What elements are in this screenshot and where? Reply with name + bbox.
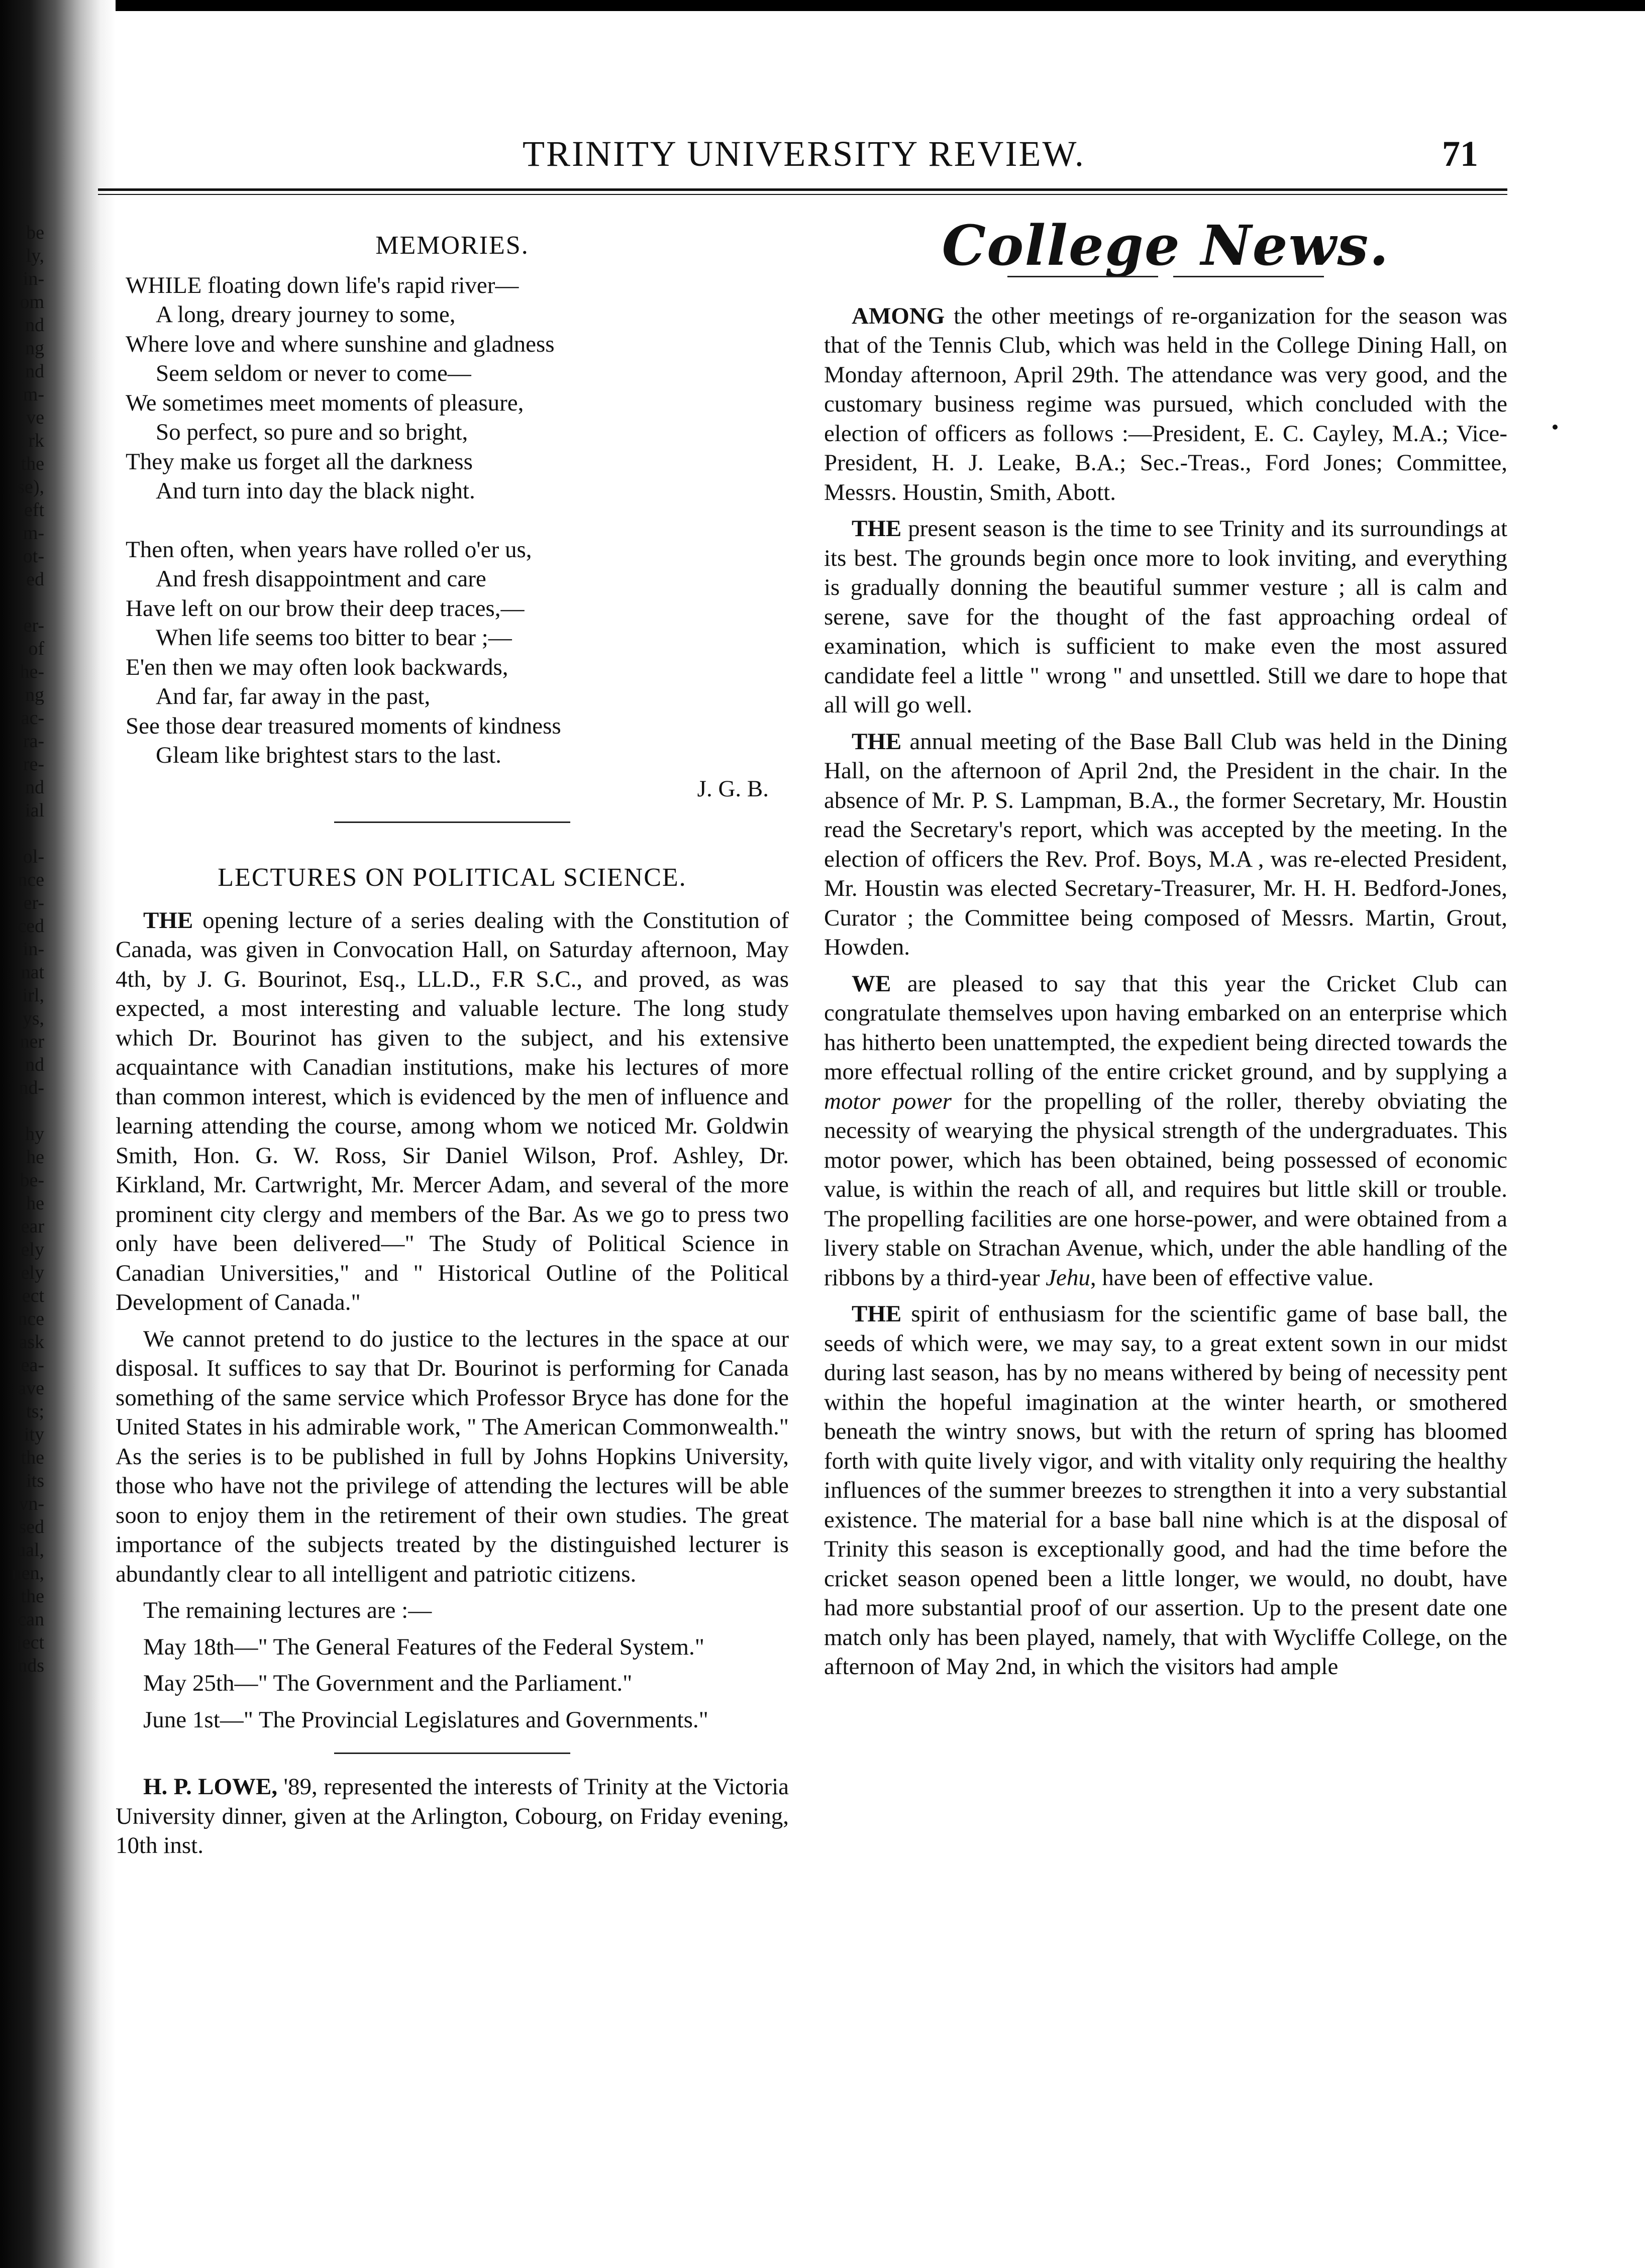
edge-fragment: ask: [19, 1331, 44, 1353]
italic-phrase: Jehu: [1046, 1264, 1090, 1291]
edge-fragment: ual,: [16, 1539, 44, 1561]
edge-fragment: [4, 1099, 44, 1122]
paragraph-text: present season is the time to see Trinity and its surroundings at its best. The grounds begin once more to look inviting, and everything is gradually donning the beautiful summer vesture ; all is calm and serene, save for the thought of the fast approaching ordeal of examination, which is sufficient to make even the most assured candidate feel a little " wrong " and unsettled. Still we dare to hope that all will go well.: [824, 516, 1507, 718]
section-divider: [334, 1752, 570, 1754]
section-divider: [334, 821, 570, 823]
poem-line: We sometimes meet moments of pleasure,: [126, 389, 524, 416]
edge-fragment: he: [26, 1193, 44, 1214]
lead-word: THE: [852, 1301, 902, 1327]
lecture-item: June 1st—" The Provincial Legislatures and Governments.": [143, 1706, 708, 1733]
poem: [126, 271, 789, 770]
lead-word: THE: [852, 728, 902, 755]
poem-line: And fresh disappointment and care: [156, 566, 486, 592]
lowe-paragraph: [116, 1772, 789, 1861]
edge-fragment: the: [21, 1586, 44, 1607]
news-paragraph-2: [824, 514, 1507, 720]
page-number: 71: [1442, 134, 1478, 174]
edge-fragment: ave: [18, 1378, 44, 1399]
edge-fragment: hy: [25, 1123, 44, 1145]
edge-fragment: ner: [20, 1031, 44, 1052]
edge-fragment: eft: [24, 499, 44, 521]
lead-word: H. P. LOWE,: [143, 1774, 278, 1800]
edge-fragment: ely: [21, 1239, 44, 1260]
news-paragraph-4: [824, 969, 1507, 1293]
edge-fragment: ly,: [26, 245, 44, 266]
edge-fragment: nds: [18, 1655, 44, 1676]
edge-fragment: nd: [25, 1054, 44, 1075]
edge-fragment: its: [26, 1470, 44, 1491]
poem-line: A long, dreary journey to some,: [156, 301, 456, 328]
edge-fragment: se),: [17, 476, 44, 497]
poem-line: When life seems too bitter to bear ;—: [156, 625, 512, 651]
poem-line: See those dear treasured moments of kindness: [126, 712, 561, 739]
edge-fragment: in-: [23, 939, 44, 960]
college-news-heading: College News.: [942, 213, 1390, 278]
poem-line: Then often, when years have rolled o'er us,: [126, 536, 532, 563]
edge-fragment: nen,: [12, 1563, 44, 1584]
edge-fragment: be: [26, 222, 44, 243]
poem-line: They make us forget all the darkness: [126, 448, 473, 475]
poem-line: WHILE floating down life's rapid river—: [126, 272, 519, 298]
edge-fragment: ys,: [22, 1008, 44, 1029]
edge-fragment: ced: [18, 915, 44, 937]
lead-word: THE: [143, 907, 193, 934]
edge-fragment: nat: [21, 962, 44, 983]
poem-author: J. G. B.: [697, 775, 769, 802]
poem-line: And turn into day the black night.: [156, 478, 475, 504]
edge-fragment: er-: [23, 892, 44, 913]
paragraph-text: opening lecture of a series dealing with the Constitution of Canada, was given in Convocation Hall, on Saturday afternoon, May 4th, by J. G. Bourinot, Esq., LL.D., F.R S.C., and proved, as was expected, a most interesting and valuable lecture. The long study which Dr. Bourinot has given to the subject, and his extensive acquaintance with Canadian institutions, make his lectures of more than common interest, which is evidenced by the men of influence and learning attending the course, among whom we noticed Mr. Goldwin Smith, Hon. G. W. Ross, Sir Daniel Wilson, Prof. Ashley, Dr. Kirkland, Mr. Cartwright, Mr. Mercer Adam, and several of the more prominent city clergy and members of the Bar. As we go to press two only have been delivered—" The Study of Political Science in Canadian Universities," and " Historical Outline of the Political Development of Canada.": [116, 907, 789, 1315]
edge-fragment: nd-: [19, 1077, 44, 1098]
edge-fragment: he: [26, 1147, 44, 1168]
poem-line: Gleam like brightest stars to the last.: [156, 742, 501, 768]
edge-fragment: ve: [26, 407, 44, 428]
paragraph-text: for the propelling of the roller, thereby obviating the necessity of wearying the physical strength of the undergraduates. This motor power, which has been obtained, being possessed of economic value, is within the reach of all, and requires but little skill or trouble. The propelling facilities are one horse-power, and were obtained from a livery stable on Strachan Avenue, which, under the able handling of the ribbons by a third-year: [824, 1088, 1507, 1291]
news-paragraph-5: [824, 1299, 1507, 1682]
print-speck: [1553, 425, 1558, 430]
italic-phrase: motor power: [824, 1088, 952, 1114]
edge-fragment: ject: [17, 1632, 44, 1653]
paragraph-text: spirit of enthusiasm for the scientific game of base ball, the seeds of which were, we may say, to a great extent sown in our midst during last season, has by no means withered by being of necessity pent within the hopeful imagination at the winter hearth, or smothered beneath the wintry snows, but with the return of spring has bloomed forth with quite lively vigor, and with vitality only requiring the healthy influences of the summer breezes to strengthen it into a very substantial existence. The material for a base ball nine which is at the disposal of Trinity this season is exceptionally good, and had the time before the cricket season opened been a little longer, we would, no doubt, have had more substantial proof of our assertion. Up to the present date one match only has been played, namely, that with Wycliffe College, on the afternoon of May 2nd, in which the visitors had ample: [824, 1301, 1507, 1680]
poem-line: Have left on our brow their deep traces,—: [126, 595, 525, 622]
edge-fragment: nd: [25, 361, 44, 382]
lecture-item: May 18th—" The General Features of the Federal System.": [143, 1633, 704, 1660]
lecture-item: May 25th—" The Government and the Parliament.": [143, 1670, 633, 1696]
poem-stanza-1: [126, 271, 789, 506]
edge-fragment: irl,: [22, 985, 44, 1006]
edge-fragment: vn-: [19, 1493, 44, 1514]
edge-fragment: sed: [19, 1516, 44, 1537]
edge-fragment: ts;: [26, 1401, 44, 1422]
poem-line: And far, far away in the past,: [156, 683, 431, 709]
edge-fragment: ect: [22, 1285, 44, 1306]
edge-fragment: ng: [25, 684, 44, 705]
edge-fragment: ol-: [23, 846, 44, 867]
edge-fragment: er-: [23, 615, 44, 636]
edge-fragment: the: [21, 1447, 44, 1468]
news-paragraph-1: [824, 301, 1507, 507]
edge-fragment: [4, 822, 44, 845]
edge-fragment: nd: [25, 315, 44, 336]
edge-fragment: ial: [25, 800, 44, 821]
paragraph-text: the other meetings of re-organization for the season was that of the Tennis Club, which was held in the College Dining Hall, on Monday afternoon, April 29th. The attendance was very good, and the customary business regime was pursued, which concluded with the election of officers as follows :—President, E. C. Cayley, M.A.; Vice-President, H. J. Leake, B.A.; Sec.-Treas., Ford Jones; Committee, Messrs. Houstin, Smith, Abott.: [824, 302, 1507, 505]
edge-fragment: ear: [21, 1216, 44, 1237]
poem-stanza-2: [126, 535, 789, 770]
paragraph-text: , have been of effective value.: [1090, 1264, 1374, 1291]
lectures-paragraph-2: We cannot pretend to do justice to the lectures in the space at our disposal. It suffices to say that Dr. Bourinot is performing for Canada something of the same service which Professor Bryce has done for the United States in his admirable work, " The American Commonwealth." As the series is to be published in full by Johns Hopkins University, those who have not the privilege of attending the lectures will be able soon to enjoy them in the retirement of their own studies. The great importance of the subjects treated by the distinguished lecturer is abundantly clear to all intelligent and patriotic citizens.: [116, 1325, 789, 1587]
poem-line: E'en then we may often look backwards,: [126, 654, 508, 680]
edge-fragment: rk: [28, 430, 44, 451]
edge-fragment: ra-: [23, 731, 44, 752]
edge-fragment: the: [21, 453, 44, 474]
edge-fragment: nce: [18, 869, 44, 890]
edge-fragment: re-: [23, 754, 44, 775]
edge-fragment: can: [18, 1609, 44, 1630]
lectures-title: LECTURES ON POLITICAL SCIENCE.: [218, 863, 687, 892]
edge-fragment: m-: [23, 384, 44, 405]
header-rule: [98, 188, 1507, 191]
lead-word: AMONG: [852, 302, 945, 329]
poem-title: MEMORIES.: [375, 231, 529, 260]
paragraph-text: annual meeting of the Base Ball Club was held in the Dining Hall, on the afternoon of April 2nd, the President in the chair. In the absence of Mr. P. S. Lampman, B.A., the former Secretary, Mr. Houstin read the Secretary's report, which was accepted by the meeting. In the election of officers the Rev. Prof. Boys, M.A , was re-elected President, Mr. Houstin was elected Secretary-Treasurer, Mr. H. H. Bedford-Jones, Curator ; the Committee being composed of Messrs. Martin, Grout, Howden.: [824, 728, 1507, 960]
left-column: [116, 211, 789, 1868]
edge-fragment: m-: [23, 523, 44, 544]
edge-fragment: of: [28, 638, 44, 659]
paragraph-text: are pleased to say that this year the Cricket Club can congratulate themselves upon having embarked on an enterprise which has hitherto been unattempted, the expedient being directed towards the more effectual rolling of the entire cricket ground, and by supplying a: [824, 970, 1507, 1085]
edge-fragment: he-: [20, 661, 44, 682]
poem-line: So perfect, so pure and so bright,: [156, 419, 468, 445]
edge-fragment: ity: [24, 1424, 44, 1445]
right-column: [824, 211, 1507, 1689]
news-paragraph-3: [824, 727, 1507, 962]
edge-fragment: nd: [25, 777, 44, 798]
lectures-paragraph-3: The remaining lectures are :—: [143, 1597, 432, 1623]
lectures-paragraph-1: [116, 906, 789, 1317]
facing-page-fragments: [4, 221, 44, 1677]
paragraph-text: '89, represented the interests of Trinity at the Victoria University dinner, given at the Arlington, Cobourg, on Friday evening, 10th inst.: [116, 1774, 789, 1859]
edge-fragment: ea-: [21, 1355, 44, 1376]
edge-fragment: be-: [20, 1170, 44, 1191]
edge-fragment: in-: [23, 268, 44, 289]
edge-fragment: ot-: [23, 546, 44, 567]
header-rule-thin: [98, 194, 1507, 195]
edge-fragment: ng: [25, 338, 44, 359]
lead-word: WE: [852, 970, 891, 997]
edge-fragment: [4, 591, 44, 614]
lead-word: THE: [852, 516, 902, 542]
poem-line: Seem seldom or never to come—: [156, 360, 471, 386]
edge-fragment: ed: [26, 569, 44, 590]
running-title: TRINITY UNIVERSITY REVIEW.: [523, 134, 1085, 174]
edge-fragment: ac-: [21, 707, 44, 729]
poem-line: Where love and where sunshine and gladness: [126, 331, 555, 357]
scan-top-edge: [0, 0, 1645, 11]
edge-fragment: nce: [18, 1308, 44, 1329]
edge-fragment: om: [20, 291, 44, 313]
edge-fragment: ely: [21, 1262, 44, 1283]
